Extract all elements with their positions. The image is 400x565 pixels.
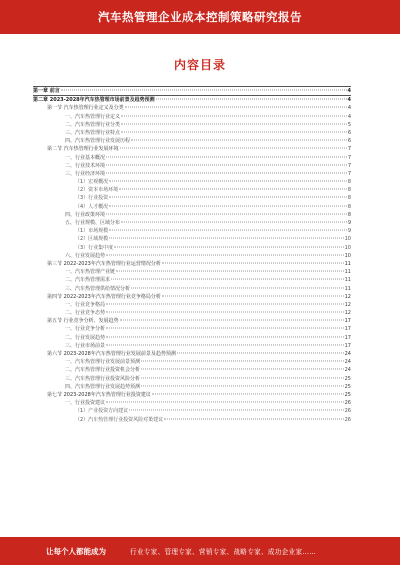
toc-entry-page: 10 [344,252,351,259]
toc-entry-page: 17 [344,318,351,325]
toc-entry-title: 第三节 2022-2023年汽车热管理行业运营情况分析 [47,260,161,267]
toc-entry[interactable] [33,383,351,391]
toc-entry[interactable] [33,137,351,145]
toc-entry[interactable] [33,334,351,342]
toc-entry-title: 四、行业政策环境 [65,211,106,218]
toc-entry[interactable] [33,194,351,202]
toc-leader-dots [116,271,344,272]
toc-entry-page: 17 [344,334,351,341]
toc-leader-dots [106,254,344,255]
toc-entry-title: （2）区域规模 [75,236,109,243]
toc-entry[interactable] [33,276,351,284]
toc-leader-dots [106,164,347,165]
toc-entry-title: 第二章 2023-2028年汽车热管理市场前景及趋势预测 [33,97,155,104]
toc-leader-dots [121,222,347,223]
toc-entry-title: 四、汽车热管理行业发展趋势预测 [65,383,141,390]
toc-entry[interactable] [33,121,351,129]
toc-entry[interactable] [33,219,351,227]
toc-entry-title: 二、行业发展趋势 [65,334,106,341]
toc-entry[interactable] [33,375,351,383]
toc-entry-title: （1）产业投资方向建议 [75,408,129,415]
toc-entry-page: 26 [344,400,351,407]
toc-leader-dots [109,205,347,206]
toc-entry[interactable] [33,285,351,293]
toc-leader-dots [109,181,347,182]
toc-entry-page: 25 [344,391,351,398]
toc-entry-title: 第五节 行业竞争分析、发展趋势 [47,318,119,325]
toc-entry-title: 一、行业投资建议 [65,400,106,407]
toc-entry-page: 10 [344,236,351,243]
toc-entry-page: 25 [344,383,351,390]
toc-entry-title: （1）宏观概况 [75,179,109,186]
toc-leader-dots [111,279,344,280]
toc-leader-dots [141,385,344,386]
toc-entry[interactable] [33,95,351,104]
toc-entry-page: 4 [347,105,351,112]
toc-entry[interactable] [33,391,351,399]
toc-leader-dots [177,353,344,354]
toc-leader-dots [109,230,347,231]
toc-entry[interactable] [33,342,351,350]
toc-leader-dots [121,123,347,124]
toc-entry-title: 四、汽车热管理行业发展历程 [65,138,131,145]
toc-entry-title: 一、汽车热管理行业发展前景预测 [65,359,141,366]
toc-entry-page: 11 [344,285,351,292]
toc-entry-title: 二、汽车热管理行业投资机会分析 [65,367,141,374]
toc-entry-page: 5 [347,121,351,128]
toc-entry-page: 6 [347,129,351,136]
toc-entry-page: 24 [344,359,351,366]
toc-entry-title: 三、行业市场前景 [65,342,106,349]
toc-leader-dots [141,377,344,378]
toc-leader-dots [131,140,347,141]
toc-entry-page: 8 [347,179,351,186]
toc-entry-title: 二、汽车热管理需求 [65,277,111,284]
toc-entry[interactable] [33,366,351,374]
toc-leader-dots [109,238,343,239]
toc-leader-dots [164,418,343,419]
toc-entry[interactable] [33,407,351,415]
toc-entry-title: 第七节 2023-2028年汽车热管理行业投资建议 [47,391,151,398]
toc-entry[interactable] [33,170,351,178]
toc-leader-dots [152,393,344,394]
toc-entry-title: 一、汽车热管理行业定义 [65,113,121,120]
toc-leader-dots [106,402,344,403]
toc-entry-page: 11 [344,277,351,284]
toc-entry-page: 12 [344,293,351,300]
toc-entry[interactable] [33,113,351,121]
toc-entry[interactable] [33,268,351,276]
toc-leader-dots [156,99,347,100]
toc-entry-title: 一、行业竞争格局 [65,301,106,308]
toc-entry[interactable] [33,154,351,162]
table-of-contents [33,86,351,424]
toc-leader-dots [114,246,343,247]
toc-entry-title: 六、行业发展趋势 [65,252,106,259]
toc-leader-dots [106,172,347,173]
toc-entry[interactable] [33,416,351,424]
footer-tags: 行业专家、管理专家、营销专家、战略专家、成功企业家…… [130,548,317,556]
toc-entry-page: 8 [347,211,351,218]
toc-entry[interactable] [33,86,351,95]
toc-entry-title: 二、行业技术环境 [65,162,106,169]
toc-entry-title: 第二节 汽车热管理行业发展环境 [47,146,119,153]
footer-banner [0,537,400,565]
toc-entry-page: 8 [347,187,351,194]
toc-leader-dots [106,344,344,345]
toc-entry[interactable] [33,211,351,219]
toc-entry[interactable] [33,317,351,325]
toc-entry[interactable] [33,104,351,112]
toc-entry-page: 17 [344,342,351,349]
toc-entry-title: 五、行业规模、区域分布 [65,220,121,226]
toc-entry-page: 10 [344,244,351,251]
toc-leader-dots [141,369,344,370]
toc-leader-dots [129,410,343,411]
toc-title: 内容目录 [173,58,226,72]
toc-entry[interactable] [33,252,351,260]
toc-entry-page: 8 [347,203,351,210]
toc-leader-dots [162,262,344,263]
toc-entry-title: （4）人才概况 [75,203,109,210]
toc-entry-title: 三、汽车热管理供给情况分析 [65,285,131,292]
toc-entry[interactable] [33,350,351,358]
toc-entry-page: 26 [344,408,351,415]
toc-entry-page: 8 [347,195,351,202]
toc-entry-page: 25 [344,375,351,382]
toc-entry[interactable] [33,260,351,268]
toc-entry[interactable] [33,325,351,333]
toc-entry-title: 一、行业竞争分析 [65,326,106,333]
toc-entry[interactable] [33,129,351,137]
toc-leader-dots [106,213,347,214]
toc-leader-dots [141,361,344,362]
toc-entry-page: 4 [347,88,351,94]
toc-entry-page: 17 [344,326,351,333]
toc-entry-page: 12 [344,301,351,308]
toc-entry[interactable] [33,162,351,170]
toc-entry-page: 7 [347,146,351,153]
toc-entry-title: 第六节 2023-2028年汽车热管理行业发展前景及趋势预测 [47,351,176,357]
toc-entry-title: （3）行业投资 [75,195,109,202]
toc-entry-page: 7 [347,170,351,177]
toc-leader-dots [125,107,347,108]
toc-entry-title: 第一节 汽车热管理行业定义及分类 [47,105,124,112]
toc-entry-title: 二、行业竞争态势 [65,310,106,317]
toc-leader-dots [109,197,347,198]
toc-entry[interactable] [33,203,351,211]
toc-entry-title: 三、汽车热管理行业投资风险分析 [65,375,141,382]
toc-leader-dots [162,295,344,296]
toc-entry-page: 9 [347,220,351,226]
toc-leader-dots [131,287,344,288]
toc-entry-title: 一、行业基本概况 [65,154,106,161]
toc-entry-title: （1）市场规模 [75,228,109,235]
toc-entry[interactable] [33,399,351,407]
toc-leader-dots [106,328,344,329]
toc-entry-title: （2）汽车热管理行业投资风险对策建议 [75,416,164,423]
toc-entry-page: 7 [347,154,351,161]
toc-leader-dots [120,148,347,149]
toc-entry-page: 11 [344,269,351,276]
toc-entry-page: 26 [344,416,351,423]
toc-leader-dots [121,131,347,132]
toc-leader-dots [121,115,347,116]
footer-brand: 让每个人都能成为 [46,546,106,556]
toc-entry[interactable] [33,178,351,186]
header-banner [0,0,400,34]
toc-entry-title: 第四节 2022-2023年汽车热管理行业竞争格局分析 [47,293,161,300]
toc-entry-title: 三、汽车热管理行业特点 [65,129,121,136]
toc-leader-dots [106,312,344,313]
toc-leader-dots [106,336,344,337]
toc-entry[interactable] [33,358,351,366]
toc-entry-page: 24 [344,351,351,357]
toc-leader-dots [61,90,347,91]
toc-entry[interactable] [33,186,351,194]
toc-entry[interactable] [33,309,351,317]
toc-leader-dots [106,303,344,304]
toc-entry[interactable] [33,235,351,243]
toc-leader-dots [120,320,344,321]
toc-entry[interactable] [33,145,351,153]
toc-entry-title: 三、行业经济环境 [65,170,106,177]
toc-entry-title: （3）行业集中度 [75,244,114,251]
toc-entry-title: 二、汽车热管理行业分类 [65,121,121,128]
toc-entry[interactable] [33,227,351,235]
toc-leader-dots [106,156,347,157]
toc-entry-page: 4 [347,113,351,120]
toc-entry-title: （2）资本市场环境 [75,187,119,194]
toc-entry-page: 6 [347,138,351,145]
toc-entry-page: 9 [347,228,351,235]
toc-entry-page: 7 [347,162,351,169]
toc-entry-title: 一、汽车热管理产业链 [65,269,116,276]
toc-entry-title: 第一章 前言 [33,88,60,94]
toc-entry[interactable] [33,293,351,301]
toc-entry[interactable] [33,244,351,252]
report-title: 汽车热管理企业成本控制策略研究报告 [98,10,302,24]
toc-entry-page: 12 [344,310,351,317]
toc-entry[interactable] [33,301,351,309]
toc-leader-dots [119,189,347,190]
toc-entry-page: 11 [344,260,351,267]
toc-entry-page: 4 [347,97,351,104]
toc-entry-page: 24 [344,367,351,374]
